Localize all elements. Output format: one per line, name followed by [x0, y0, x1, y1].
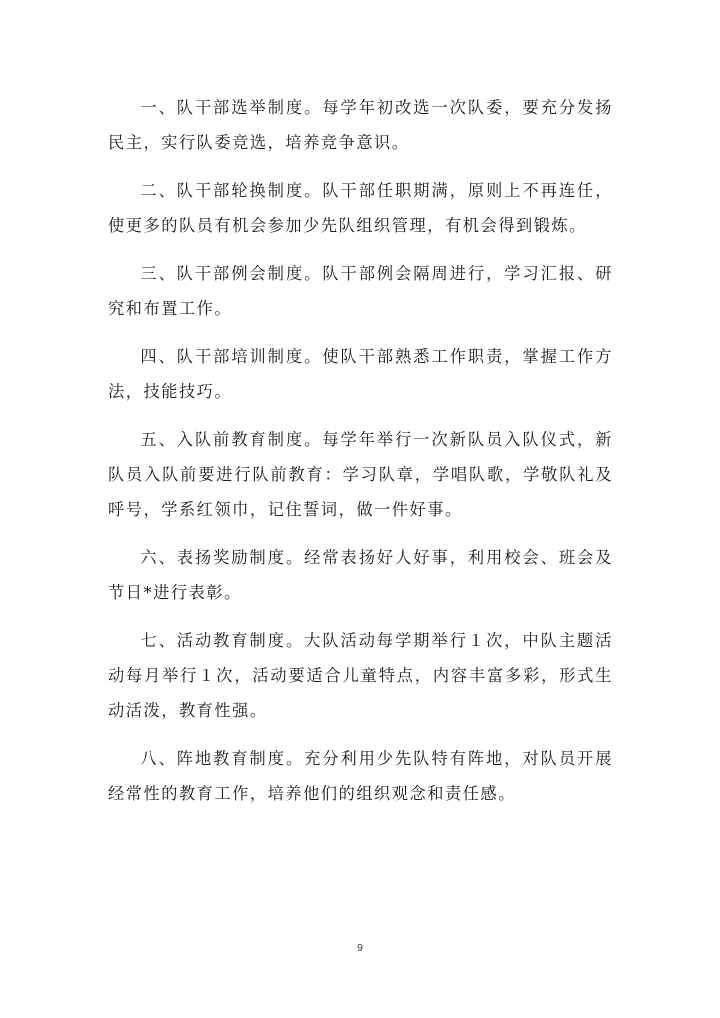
- paragraph-4: 四、队干部培训制度。使队干部熟悉工作职责，掌握工作方法，技能技巧。: [108, 347, 613, 401]
- paragraph-6: 六、表扬奖励制度。经常表扬好人好事，利用校会、班会及节日*进行表彰。: [108, 548, 613, 602]
- paragraph-5: 五、入队前教育制度。每学年举行一次新队员入队仪式，新队员入队前要进行队前教育：学习队章，学唱队歌，学敬队礼及呼号，学系红领巾，记住誓词，做一件好事。: [108, 430, 613, 519]
- paragraph-3: 三、队干部例会制度。队干部例会隔周进行，学习汇报、研究和布置工作。: [108, 264, 613, 318]
- page-number: 9: [357, 943, 363, 954]
- paragraph-7: 七、活动教育制度。大队活动每学期举行１次，中队主题活动每月举行１次，活动要适合儿童特点，内容丰富多彩，形式生动活泼，教育性强。: [108, 631, 613, 720]
- paragraph-8: 八、阵地教育制度。充分利用少先队特有阵地，对队员开展经常性的教育工作，培养他们的组织观念和责任感。: [108, 749, 613, 803]
- document-body: [108, 90, 613, 824]
- paragraph-1: 一、队干部选举制度。每学年初改选一次队委，要充分发扬民主，实行队委竞选，培养竞争意识。: [108, 98, 613, 152]
- paragraph-2: 二、队干部轮换制度。队干部任职期满，原则上不再连任，使更多的队员有机会参加少先队组织管理，有机会得到锻炼。: [108, 181, 613, 235]
